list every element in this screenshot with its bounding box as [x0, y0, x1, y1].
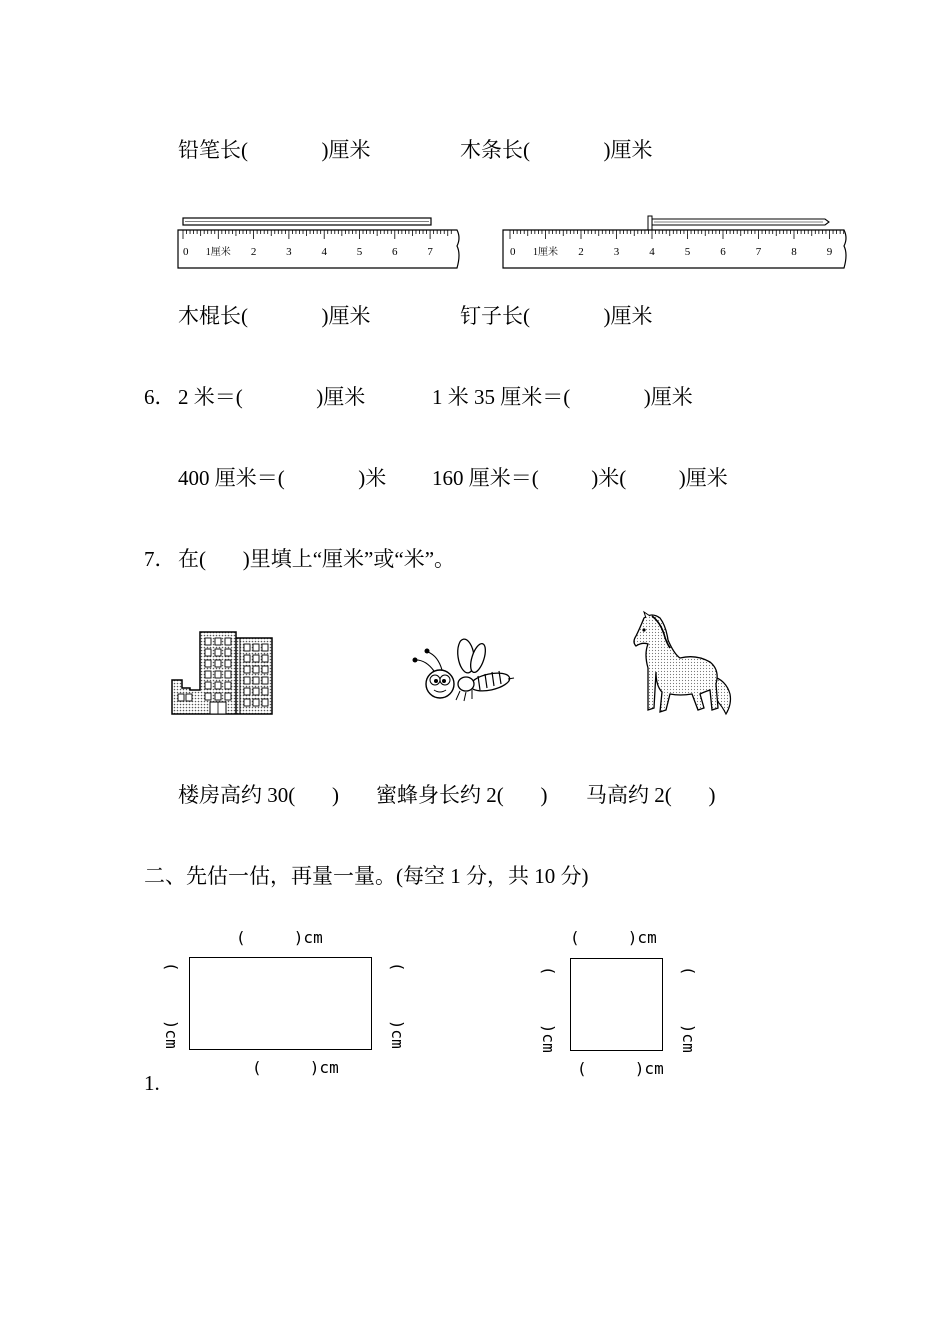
- ruler-with-pencil: [176, 212, 466, 272]
- q6-number: 6．: [144, 385, 176, 409]
- building-window: [244, 644, 250, 651]
- building-window: [244, 655, 250, 662]
- horse-height-prompt: 马高约 2( ): [586, 783, 716, 807]
- ruler-tick-label: 7: [755, 246, 762, 258]
- building-window: [253, 666, 259, 673]
- ruler-tick-label: 5: [356, 246, 363, 258]
- building-window: [205, 693, 211, 700]
- ruler-tick-label: 3: [613, 246, 620, 258]
- section-2-title: 二、先估一估，再量一量。(每空 1 分，共 10 分): [144, 864, 589, 888]
- building-window: [244, 688, 250, 695]
- building-window: [225, 671, 231, 678]
- square-top-label: ( )cm: [570, 928, 657, 947]
- q6-item-a: 2 米＝( )厘米: [178, 385, 366, 409]
- pencil-length-prompt: 铅笔长( )厘米: [178, 138, 371, 162]
- building-window: [262, 644, 268, 651]
- building-window: [225, 693, 231, 700]
- ruler-tick-label: 4: [649, 246, 655, 258]
- square-right-label: ( )cm: [679, 966, 698, 1053]
- q6-item-d: 160 厘米＝( )米( )厘米: [432, 466, 728, 490]
- building-window: [244, 666, 250, 673]
- building-window: [253, 677, 259, 684]
- ruler-tick-label: 6: [720, 246, 726, 258]
- measure-square: [570, 958, 663, 1051]
- building-window: [215, 638, 221, 645]
- building-window: [262, 655, 268, 662]
- ruler-tick-label: 2: [578, 246, 584, 258]
- building-window: [205, 638, 211, 645]
- ruler-tick-label: 0: [510, 246, 516, 258]
- building-window: [262, 688, 268, 695]
- horse-image: [630, 610, 740, 720]
- building-window: [253, 688, 259, 695]
- building-window: [178, 694, 184, 701]
- building-window: [215, 682, 221, 689]
- building-window: [262, 699, 268, 706]
- building-window: [244, 699, 250, 706]
- building-window: [215, 671, 221, 678]
- building-window: [262, 677, 268, 684]
- square-left-label: ( )cm: [539, 966, 558, 1053]
- building-window: [225, 638, 231, 645]
- building-window: [253, 644, 259, 651]
- building-window: [205, 671, 211, 678]
- building-window: [244, 677, 250, 684]
- building-window: [225, 682, 231, 689]
- rect-left-label: ( )cm: [162, 962, 181, 1049]
- ruler-tick-label: 0: [183, 246, 189, 258]
- building-window: [225, 649, 231, 656]
- q7-prompt: 在( )里填上“厘米”或“米”。: [178, 547, 456, 571]
- ruler-tick-label: 3: [286, 246, 292, 258]
- rect-bottom-label: ( )cm: [252, 1058, 339, 1077]
- ruler-tick-label: 7: [427, 246, 433, 258]
- stick-length-prompt: 木棍长( )厘米: [178, 304, 371, 328]
- ruler-tick-label: 1厘米: [205, 247, 231, 258]
- building-window: [205, 649, 211, 656]
- ruler-with-nail: [500, 212, 850, 272]
- ruler-tick-label: 2: [250, 246, 257, 258]
- building-window: [215, 660, 221, 667]
- building-window: [205, 660, 211, 667]
- ruler-tick-label: 8: [791, 246, 797, 258]
- building-window: [215, 693, 221, 700]
- q7-number: 7．: [144, 547, 176, 571]
- building-window: [186, 694, 192, 701]
- wood-strip-length-prompt: 木条长( )厘米: [460, 138, 653, 162]
- bee-length-prompt: 蜜蜂身长约 2( ): [376, 783, 548, 807]
- building-window: [262, 666, 268, 673]
- building-height-prompt: 楼房高约 30( ): [178, 783, 339, 807]
- measure-rectangle: [189, 957, 372, 1050]
- ruler-tick-label: 6: [392, 246, 398, 258]
- building-window: [215, 649, 221, 656]
- rect-top-label: ( )cm: [236, 928, 323, 947]
- square-bottom-label: ( )cm: [577, 1059, 664, 1078]
- ruler-tick-label: 1厘米: [533, 247, 558, 258]
- item-1-number: 1.: [144, 1071, 160, 1095]
- ruler-tick-label: 9: [826, 246, 833, 258]
- building-window: [205, 682, 211, 689]
- rect-right-label: ( )cm: [388, 962, 407, 1049]
- building-window: [225, 660, 231, 667]
- building-window: [253, 699, 259, 706]
- q6-item-c: 400 厘米＝( )米: [178, 466, 387, 490]
- ruler-tick-label: 5: [684, 246, 691, 258]
- nail-length-prompt: 钉子长( )厘米: [460, 304, 653, 328]
- bee-image: [408, 636, 516, 704]
- building-image: [170, 628, 276, 716]
- q6-item-b: 1 米 35 厘米＝( )厘米: [432, 385, 693, 409]
- building-window: [253, 655, 259, 662]
- ruler-tick-label: 4: [321, 246, 327, 258]
